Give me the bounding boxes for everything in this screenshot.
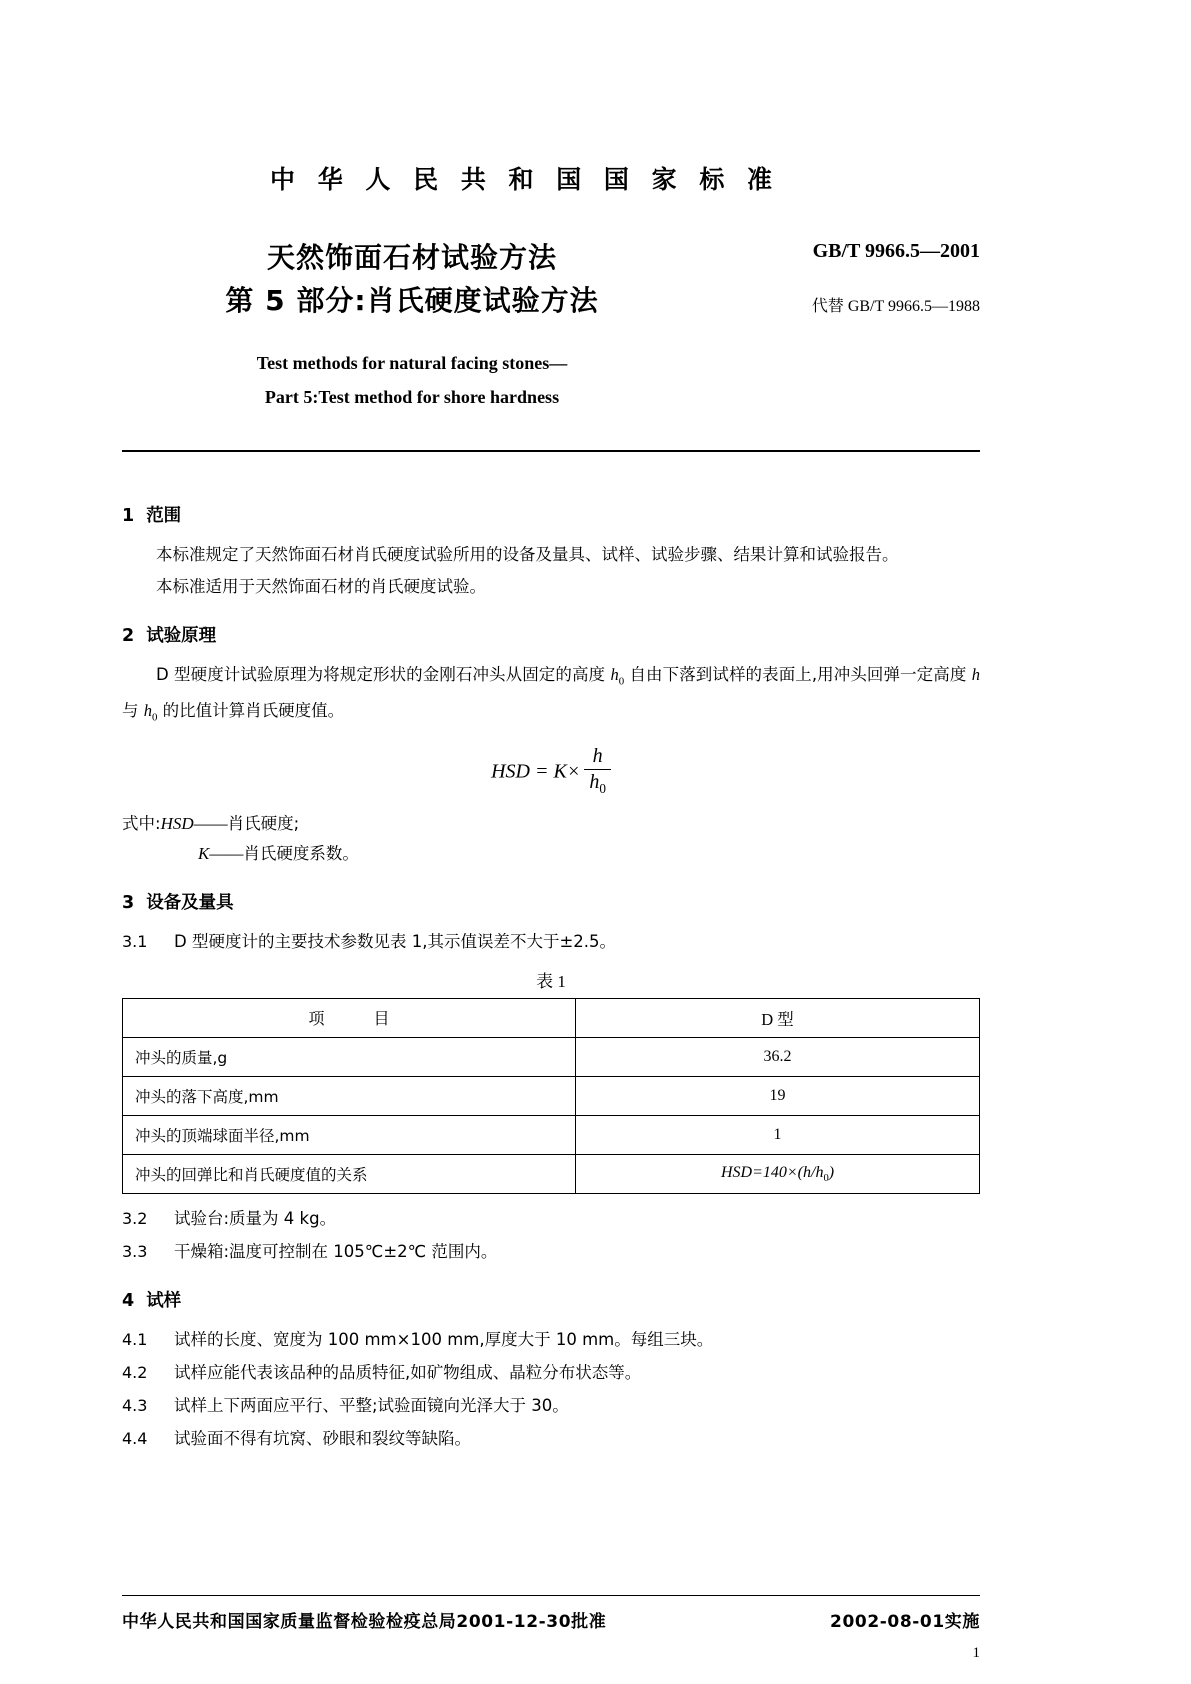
clause-4-2 [122, 1358, 980, 1388]
formula-numerator: h [592, 744, 603, 767]
where-line-1 [122, 809, 980, 839]
formula-k: K [553, 760, 567, 783]
table-cell-value-formula: $HSD=140\times(h/h_0)$ [576, 1154, 980, 1193]
where-dash-1: —— [193, 813, 228, 833]
section-1-paragraph-1: 本标准规定了天然饰面石材肖氏硬度试验所用的设备及量具、试样、试验步骤、结果计算和试验报告。 [156, 545, 899, 564]
table-row [123, 1154, 980, 1193]
table-row [123, 1115, 980, 1154]
clause-4-4-text: 试验面不得有坑窝、砂眼和裂纹等缺陷。 [174, 1428, 471, 1448]
document-body [122, 482, 980, 1457]
table-row [123, 1037, 980, 1076]
section-number-4: 4 [122, 1290, 135, 1311]
formula-lhs: HSD [491, 760, 530, 783]
section-title-2: 试验原理 [146, 626, 217, 646]
chinese-title-line-1: 天然饰面石材试验方法 [266, 241, 557, 274]
clause-3-1-number: 3.1 [122, 931, 148, 951]
header-divider-rule [122, 450, 980, 452]
footer-approval-text: 中华人民共和国国家质量监督检验检疫总局2001-12-30批准 [122, 1612, 607, 1632]
clause-4-3-number: 4.3 [122, 1395, 148, 1415]
formula-fraction [584, 745, 611, 797]
section-number-2: 2 [122, 626, 135, 646]
clause-4-2-number: 4.2 [122, 1362, 148, 1382]
section-heading-3 [122, 889, 980, 914]
section-1-paragraph-2: 本标准适用于天然饰面石材的肖氏硬度试验。 [156, 577, 486, 596]
hsd-formula [122, 744, 980, 799]
section-number-3: 3 [122, 892, 135, 913]
s2-p1-part-b: 自由下落到试样的表面上,用冲头回弹一定高度 [624, 665, 972, 684]
table-cell-item: 冲头的落下高度,mm [123, 1076, 576, 1115]
table-cell-value: 36.2 [576, 1037, 980, 1076]
where-dash-2: —— [209, 843, 244, 863]
table-cell-item: 冲头的质量,g [123, 1037, 576, 1076]
english-title [177, 346, 647, 414]
s2-p1-symbol-h0-sub: 0 [618, 675, 625, 688]
english-title-line-2: Part 5:Test method for shore hardness [264, 387, 560, 407]
clause-3-1 [122, 927, 980, 957]
clause-4-3 [122, 1391, 980, 1421]
clause-4-3-text: 试样上下两面应平行、平整;试验面镜向光泽大于 30。 [174, 1395, 569, 1415]
section-heading-1 [122, 502, 980, 527]
clause-3-3 [122, 1237, 980, 1267]
formula-equals: = [534, 760, 549, 783]
table-header-value: D 型 [576, 998, 980, 1037]
where-definition-k: 肖氏硬度系数。 [243, 843, 359, 863]
s2-p1-symbol-h0: h [610, 665, 619, 684]
clause-4-1-text: 试样的长度、宽度为 100 mm×100 mm,厚度大于 10 mm。每组三块。 [174, 1329, 714, 1349]
chinese-title [177, 236, 647, 322]
formula-denominator-base: h [589, 770, 600, 793]
english-title-line-1: Test methods for natural facing stones— [256, 353, 568, 373]
s2-p1-symbol-h: h [971, 665, 980, 684]
where-symbol-hsd: HSD [160, 813, 194, 833]
section-heading-4 [122, 1287, 980, 1312]
national-standard-masthead: 中 华 人 民 共 和 国 国 家 标 准 [270, 165, 780, 194]
formula-denominator [584, 769, 611, 797]
section-title-1: 范围 [146, 506, 182, 526]
section-title-4: 试样 [146, 1290, 182, 1311]
chinese-title-line-2: 第 5 部分:肖氏硬度试验方法 [225, 284, 599, 317]
clause-3-1-text: D 型硬度计的主要技术参数见表 1,其示值误差不大于±2.5。 [174, 931, 617, 951]
table-cell-item: 冲头的回弹比和肖氏硬度值的关系 [123, 1154, 576, 1193]
section-heading-2 [122, 622, 980, 647]
section-title-3: 设备及量具 [146, 892, 234, 913]
table-cell-value: 19 [576, 1076, 980, 1115]
table-1-caption: 表 1 [536, 971, 566, 991]
clause-4-4-number: 4.4 [122, 1428, 148, 1448]
table-cell-item: 冲头的顶端球面半径,mm [123, 1115, 576, 1154]
standard-number: GB/T 9966.5—2001 [812, 240, 980, 262]
table-1-body [123, 1037, 980, 1193]
formula-denominator-sub: 0 [599, 780, 606, 796]
where-line-2 [122, 839, 980, 869]
clause-3-3-number: 3.3 [122, 1241, 148, 1261]
section-number-1: 1 [122, 506, 135, 526]
where-definition-hsd: 肖氏硬度; [227, 813, 300, 833]
clause-3-2 [122, 1204, 980, 1234]
table-header-item: 项 目 [123, 998, 576, 1037]
s2-p1-part-d: 的比值计算肖氏硬度值。 [157, 701, 345, 721]
clause-4-2-text: 试样应能代表该品种的品质特征,如矿物组成、晶粒分布状态等。 [174, 1362, 642, 1382]
page-footer [122, 1607, 980, 1632]
footer-implementation-date: 2002-08-01实施 [830, 1612, 980, 1632]
s2-p1-part-c: 与 [122, 701, 144, 721]
clause-3-2-number: 3.2 [122, 1208, 148, 1228]
section-2-paragraph-1 [122, 660, 980, 733]
table-cell-value: 1 [576, 1115, 980, 1154]
formula-symbol-definitions [122, 809, 980, 869]
s2-p1-part-a: D 型硬度计试验原理为将规定形状的金刚石冲头从固定的高度 [156, 665, 611, 684]
formula-times: × [566, 760, 581, 783]
page-content-area [122, 0, 980, 1684]
where-symbol-k: K [198, 843, 210, 863]
standard-replaces: 代替 GB/T 9966.5—1988 [811, 298, 980, 315]
table-row [123, 1076, 980, 1115]
s2-p1-symbol-h0b: h [143, 701, 152, 721]
s2-p1-symbol-h0b-sub: 0 [152, 711, 158, 724]
table-header-row [123, 998, 980, 1037]
footer-divider-rule [122, 1595, 980, 1596]
clause-4-1-number: 4.1 [122, 1329, 148, 1349]
clause-4-1 [122, 1325, 980, 1355]
page-number: 1 [972, 1645, 980, 1661]
clause-3-2-text: 试验台:质量为 4 kg。 [174, 1208, 337, 1228]
clause-3-3-text: 干燥箱:温度可控制在 105℃±2℃ 范围内。 [174, 1241, 498, 1261]
where-label: 式中: [122, 813, 161, 833]
table-1 [122, 998, 980, 1194]
clause-4-4 [122, 1424, 980, 1454]
